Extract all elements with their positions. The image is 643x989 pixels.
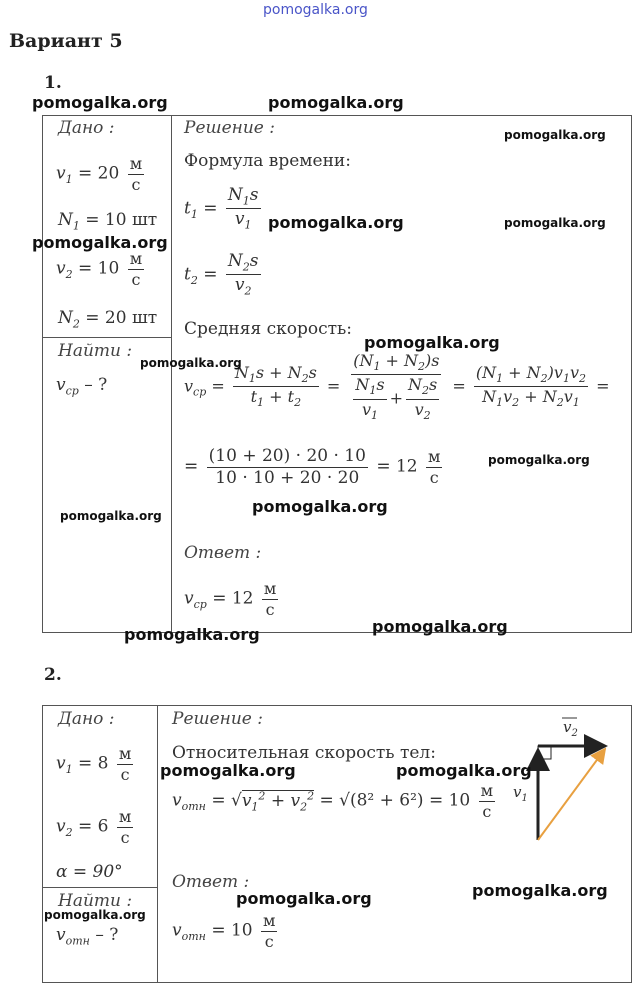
v2-vector-label: $v_2$	[563, 718, 578, 739]
watermark: pomogalka.org	[160, 761, 296, 780]
p2-find-v: $v_{отн}$ – ?	[56, 925, 119, 948]
watermark: pomogalka.org	[364, 333, 500, 352]
watermark: pomogalka.org	[372, 617, 508, 636]
problem-2-divider	[157, 705, 158, 983]
p1-given-label: Дано :	[58, 118, 115, 138]
problem-2-number: 2.	[44, 665, 62, 685]
relative-velocity-arrow	[538, 749, 605, 840]
watermark: pomogalka.org	[32, 93, 168, 112]
p1-formula-t2: $t_2$ = $\frac{N_2s}{v_2}$	[184, 251, 259, 298]
page-title: Вариант 5	[9, 30, 123, 52]
p1-given-v1: $v_1 = 20$ $\frac{м}{с}$	[56, 154, 143, 194]
p2-given-v1: $v_1 = 8$ $\frac{м}{с}$	[56, 744, 132, 784]
p2-relative-speed-text: Относительная скорость тел:	[172, 743, 436, 763]
p1-given-v2: $v_2 = 10$ $\frac{м}{с}$	[56, 249, 143, 289]
watermark: pomogalka.org	[504, 216, 606, 230]
watermark: pomogalka.org	[504, 128, 606, 142]
problem-1-given-find-divider	[42, 337, 172, 338]
p1-given-n2: $N_2 = 20$ шт	[58, 308, 158, 331]
watermark: pomogalka.org	[268, 93, 404, 112]
watermark-top: pomogalka.org	[263, 2, 368, 18]
p2-calculation: $v_{отн} = √v_1^2 + v_2^2 = √(8^2 + 6^2) = 10$ $\frac{м}{с}$	[172, 781, 494, 821]
p1-calculation: = $\frac{(10 + 20) \cdot 20 \cdot 10}{10 \cdot 10 + 20 \cdot 20}$ = 12 $\frac{м}{с}$	[184, 446, 441, 488]
p1-find-label: Найти :	[58, 341, 133, 361]
watermark: pomogalka.org	[60, 509, 162, 523]
p1-formula-vavg: $v_{ср}$ = $\frac{N_1s + N_2s}{t_1 + t_2}$ = $(N_1 + N_2)s$ $\frac{N_1s}{v_1}$ + $\frac{N_2s}{v_2}$ = $\frac{(N_1 + N_2)v_1v_2}{N_1v_2 + N_2v_1}$ =	[184, 351, 610, 422]
watermark: pomogalka.org	[268, 213, 404, 232]
v1-vector-label: $v_1$	[513, 783, 528, 804]
p2-given-label: Дано :	[58, 709, 115, 729]
right-angle-mark	[538, 746, 551, 759]
problem-1-number: 1.	[44, 73, 62, 93]
watermark: pomogalka.org	[396, 761, 532, 780]
p2-solution-label: Решение :	[172, 709, 264, 729]
watermark: pomogalka.org	[140, 356, 242, 370]
watermark: pomogalka.org	[252, 497, 388, 516]
watermark: pomogalka.org	[44, 908, 146, 922]
vector-diagram	[505, 705, 620, 855]
p1-find-v: $v_{ср}$ – ?	[56, 375, 108, 398]
p2-given-alpha: α = 90°	[56, 862, 123, 882]
p1-solution-label: Решение :	[184, 118, 276, 138]
watermark: pomogalka.org	[236, 889, 372, 908]
p2-given-v2: $v_2 = 6$ $\frac{м}{с}$	[56, 807, 132, 847]
watermark: pomogalka.org	[472, 881, 608, 900]
p1-answer: $v_{ср} = 12$ $\frac{м}{с}$	[184, 579, 277, 619]
watermark: pomogalka.org	[32, 233, 168, 252]
p1-answer-label: Ответ :	[184, 543, 262, 563]
p2-answer: $v_{отн} = 10$ $\frac{м}{с}$	[172, 911, 276, 951]
p1-avg-speed-text: Средняя скорость:	[184, 319, 353, 339]
watermark: pomogalka.org	[488, 453, 590, 467]
problem-1-divider	[171, 115, 172, 633]
p1-time-formula-text: Формула времени:	[184, 151, 351, 171]
p1-given-n1: $N_1 = 10$ шт	[58, 210, 158, 233]
p2-find-label: Найти :	[58, 891, 133, 911]
p2-answer-label: Ответ :	[172, 872, 250, 892]
watermark: pomogalka.org	[124, 625, 260, 644]
p1-formula-t1: $t_1$ = $\frac{N_1s}{v_1}$	[184, 185, 259, 232]
problem-2-given-find-divider	[42, 887, 158, 888]
